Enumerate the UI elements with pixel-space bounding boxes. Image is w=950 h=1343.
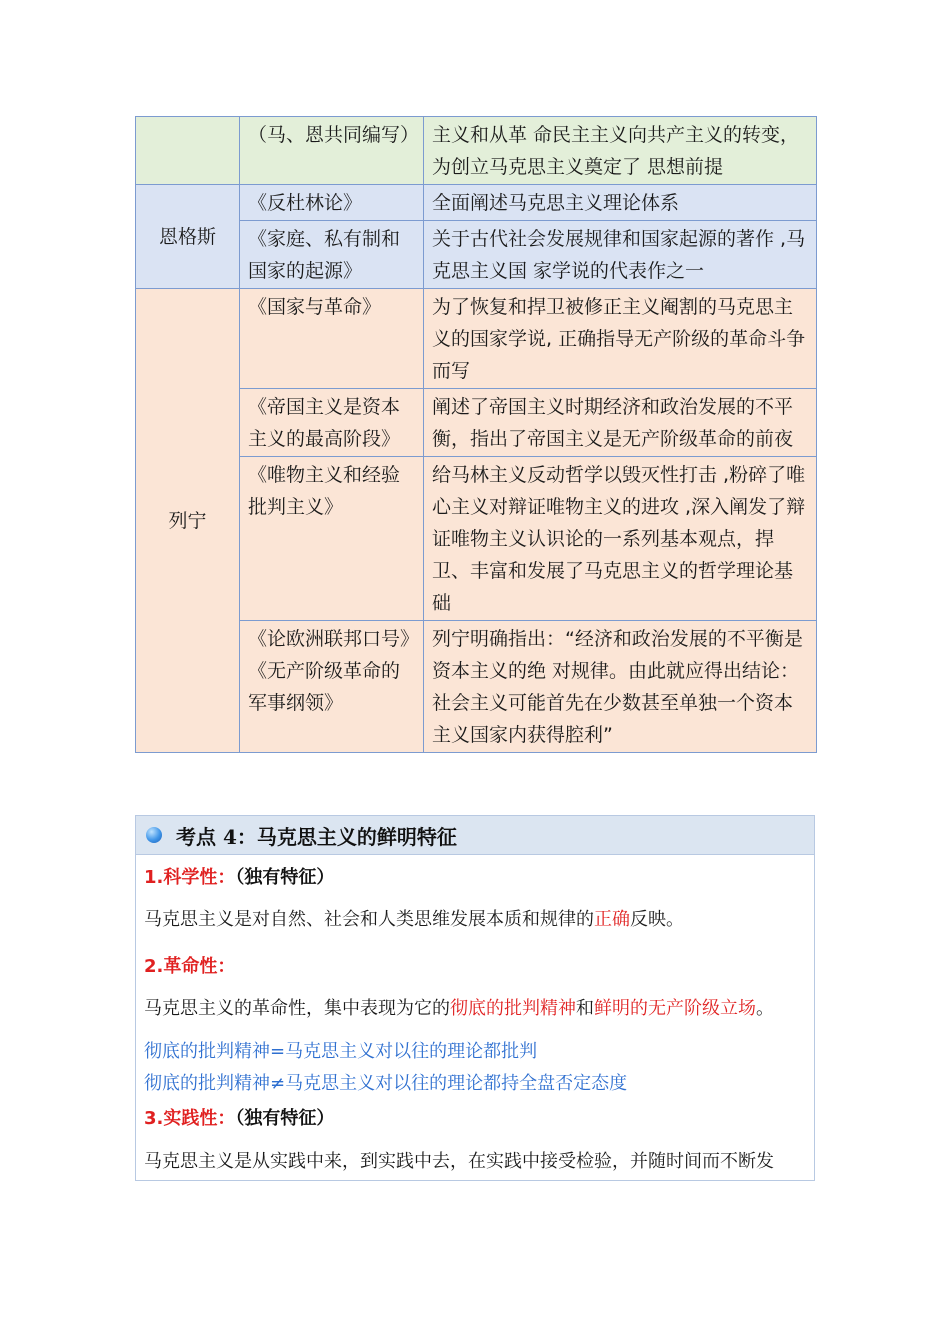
paragraph-scientific: 马克思主义是对自然、社会和人类思维发展本质和规律的正确反映。 xyxy=(144,909,684,930)
heading-scientific: 1.科学性：（独有特征） xyxy=(144,867,335,888)
work-cell: 《唯物主义和经验批判主义》 xyxy=(240,457,424,621)
heading-revolutionary: 2.革命性： xyxy=(144,956,236,977)
work-cell: 《国家与革命》 xyxy=(240,289,424,389)
work-cell: 《家庭、私有制和国家的起源》 xyxy=(240,221,424,289)
paragraph-revolutionary: 马克思主义的革命性，集中表现为它的彻底的批判精神和鲜明的无产阶级立场。 xyxy=(144,998,774,1019)
works-table xyxy=(135,116,817,753)
desc-cell: 关于古代社会发展规律和国家起源的著作 ,马克思主义国 家学说的代表作之一 xyxy=(424,221,817,289)
key-point-section xyxy=(135,815,815,1181)
note-critical-spirit: 彻底的批判精神=马克思主义对以往的理论都批判 xyxy=(144,1041,538,1062)
author-cell xyxy=(136,117,240,185)
author-cell: 恩格斯 xyxy=(136,185,240,289)
heading-practical: 3.实践性：（独有特征） xyxy=(144,1108,335,1129)
section-header xyxy=(136,816,814,855)
desc-cell: 为了恢复和捍卫被修正主义阉割的马克思主义的国家学说, 正确指导无产阶级的革命斗争而写 xyxy=(424,289,817,389)
author-cell: 列宁 xyxy=(136,289,240,753)
desc-cell: 阐述了帝国主义时期经济和政治发展的不平衡，指出了帝国主义是无产阶级革命的前夜 xyxy=(424,389,817,457)
table-row xyxy=(136,185,817,221)
desc-cell: 给马林主义反动哲学以毁灭性打击 ,粉碎了唯心主义对辩证唯物主义的进攻 ,深入阐发了辩证唯物主义认识论的一系列基本观点，捍卫、丰富和发展了马克思主义的哲学理论基础 xyxy=(424,457,817,621)
work-cell: 《论欧洲联邦口号》《无产阶级革命的军事纲领》 xyxy=(240,621,424,753)
bullet-circle-icon xyxy=(146,827,162,843)
desc-cell: 列宁明确指出：“经济和政治发展的不平衡是资本主义的绝 对规律。由此就应得出结论：社会主义可能首先在少数甚至单独一个资本主义国家内获得腔利” xyxy=(424,621,817,753)
note-critical-spirit-not: 彻底的批判精神≠马克思主义对以往的理论都持全盘否定态度 xyxy=(144,1073,628,1094)
section-title: 考点 4：马克思主义的鲜明特征 xyxy=(176,824,457,849)
desc-cell: 全面阐述马克思主义理论体系 xyxy=(424,185,817,221)
work-cell: 《反杜林论》 xyxy=(240,185,424,221)
work-cell: （马、恩共同编写） xyxy=(240,117,424,185)
table-row xyxy=(136,289,817,389)
table-row xyxy=(136,117,817,185)
desc-cell: 主义和从革 命民主主义向共产主义的转变，为创立马克思主义奠定了 思想前提 xyxy=(424,117,817,185)
work-cell: 《帝国主义是资本主义的最高阶段》 xyxy=(240,389,424,457)
paragraph-practical: 马克思主义是从实践中来，到实践中去，在实践中接受检验，并随时间而不断发 xyxy=(144,1151,774,1172)
